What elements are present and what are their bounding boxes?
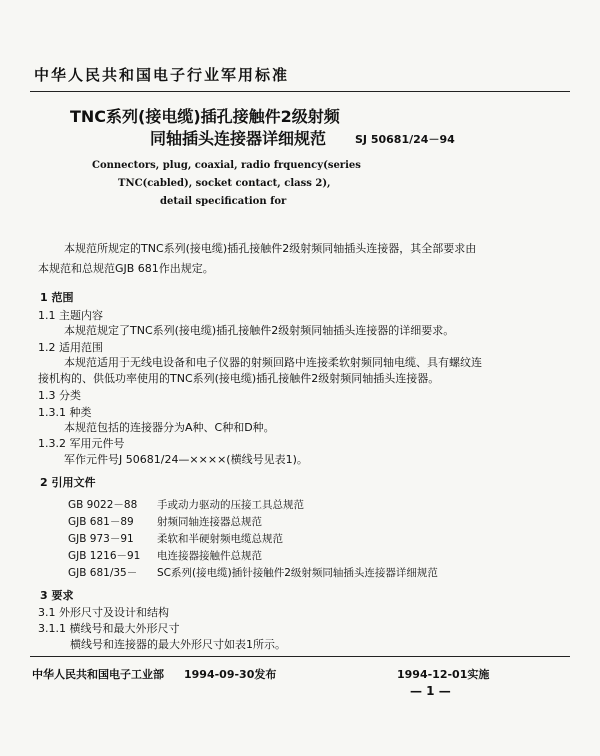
ref-title: SC系列(接电缆)插针接触件2级射频同轴插头连接器详细规范 <box>157 567 438 579</box>
standard-category-header: 中华人民共和国电子行业军用标准 <box>34 66 290 84</box>
intro-line2: 本规范和总规范GJB 681作出规定。 <box>38 262 214 275</box>
issuing-authority: 中华人民共和国电子工业部 <box>32 668 164 681</box>
doc-title-en-line1: Connectors, plug, coaxial, radio frquency(series <box>92 160 361 171</box>
s1-1-text: 本规范规定了TNC系列(接电缆)插孔接触件2级射频同轴插头连接器的详细要求。 <box>64 324 455 337</box>
s1-2-text2: 接机构的、供低功率使用的TNC系列(接电缆)插孔接触件2级射频同轴插头连接器。 <box>38 372 440 385</box>
ref-code: GB 9022－88 <box>68 499 138 511</box>
doc-title-en-line3: detail specification for <box>160 196 287 207</box>
doc-title-en-line2: TNC(cabled), socket contact, class 2), <box>118 178 331 189</box>
s1-2-heading: 1.2 适用范围 <box>38 341 103 354</box>
s1-2-text1: 本规范适用于无线电设备和电子仪器的射频回路中连接柔软射频同轴电缆、具有螺纹连 <box>64 356 482 369</box>
s3-1-heading: 3.1 外形尺寸及设计和结构 <box>38 606 169 619</box>
s1-3-heading: 1.3 分类 <box>38 389 81 402</box>
s3-1-1-text: 横线号和连接器的最大外形尺寸如表1所示。 <box>70 638 286 651</box>
ref-title: 射频同轴连接器总规范 <box>157 516 262 528</box>
section1-heading: 1 范围 <box>40 291 74 304</box>
doc-title-cn-line2: 同轴插头连接器详细规范 <box>150 129 327 148</box>
ref-code: GJB 681－89 <box>68 516 134 528</box>
s1-3-2-text: 军作元件号J 50681/24—××××(横线号见表1)。 <box>64 453 308 466</box>
s1-3-2-heading: 1.3.2 军用元件号 <box>38 437 125 450</box>
issue-date: 1994-09-30发布 <box>184 668 277 681</box>
section3-heading: 3 要求 <box>40 589 74 602</box>
ref-title: 手或动力驱动的压接工具总规范 <box>157 499 304 511</box>
footer-divider <box>30 656 570 657</box>
intro-line1: 本规范所规定的TNC系列(接电缆)插孔接触件2级射频同轴插头连接器，其全部要求由 <box>64 242 477 255</box>
ref-code: GJB 681/35－ <box>68 567 138 579</box>
s1-1-heading: 1.1 主题内容 <box>38 309 103 322</box>
section2-heading: 2 引用文件 <box>40 476 96 489</box>
page-number: — 1 — <box>410 684 451 698</box>
doc-title-cn-line1: TNC系列(接电缆)插孔接触件2级射频 <box>70 107 340 126</box>
s1-3-1-text: 本规范包括的连接器分为A种、C种和D种。 <box>64 421 275 434</box>
s3-1-1-heading: 3.1.1 横线号和最大外形尺寸 <box>38 622 180 635</box>
ref-title: 柔软和半硬射频电缆总规范 <box>157 533 283 545</box>
effective-date: 1994-12-01实施 <box>397 668 490 681</box>
ref-code: GJB 1216－91 <box>68 550 141 562</box>
ref-code: GJB 973－91 <box>68 533 134 545</box>
header-divider <box>30 91 570 92</box>
ref-title: 电连接器接触件总规范 <box>157 550 262 562</box>
standard-number: SJ 50681/24－94 <box>355 133 455 146</box>
s1-3-1-heading: 1.3.1 种类 <box>38 406 92 419</box>
